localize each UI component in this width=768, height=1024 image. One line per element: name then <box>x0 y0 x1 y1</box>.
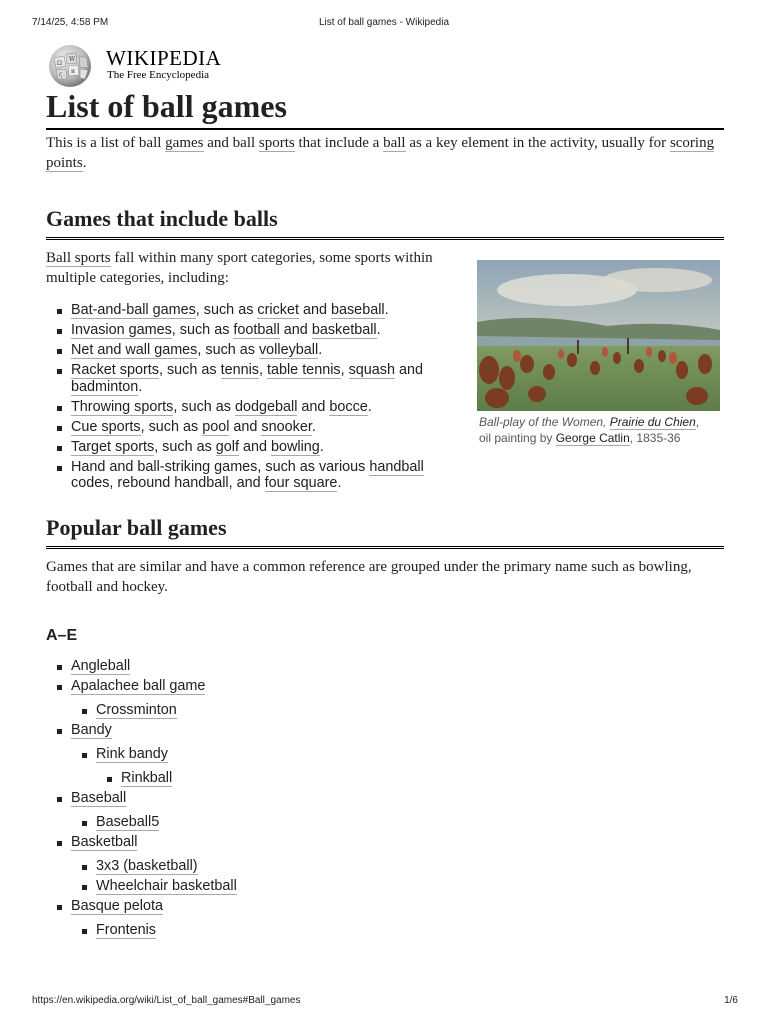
link-four-square[interactable]: four square <box>264 475 338 491</box>
list-item <box>71 459 456 492</box>
list-item <box>46 858 724 875</box>
list-item <box>46 834 724 851</box>
wikipedia-logo[interactable] <box>46 44 246 88</box>
link-ball-sports[interactable]: Ball sports <box>46 250 111 266</box>
link-baseball[interactable]: baseball <box>330 302 385 318</box>
caption-title-link: Prairie du Chien <box>609 415 696 429</box>
list-item-text: codes, rebound handball, and <box>71 475 265 491</box>
list-item-text: and <box>238 438 271 455</box>
list-item-text: , such as <box>197 342 259 358</box>
link-football[interactable]: football <box>233 322 280 338</box>
wikipedia-tagline: The Free Encyclopedia <box>107 69 210 81</box>
list-item-text: , such as <box>158 362 221 378</box>
list-item <box>71 399 456 416</box>
print-page-number: 1/6 <box>724 995 738 1006</box>
caption-text: oil painting by <box>479 431 556 445</box>
link-basketball[interactable]: Basketball <box>71 834 138 850</box>
link-wheelchair-basketball[interactable]: Wheelchair basketball <box>96 878 237 894</box>
intro-text: as a key element in the activity, usually for <box>405 135 670 151</box>
list-item-text: , such as <box>140 418 203 435</box>
link-games[interactable]: games <box>165 135 204 151</box>
list-item-text: . <box>337 475 342 491</box>
link-racket-sports[interactable]: Racket sports <box>71 362 159 378</box>
list-item-text: . <box>318 342 323 358</box>
link-bocce[interactable]: bocce <box>329 398 368 415</box>
link-badminton[interactable]: badminton <box>71 378 139 395</box>
list-item <box>46 790 724 807</box>
list-item-text: , such as <box>173 398 235 415</box>
ball-sports-paragraph <box>46 248 456 288</box>
wikipedia-wordmark: WIKIPEDIA <box>106 46 222 70</box>
list-item <box>71 302 456 319</box>
svg-text:и: и <box>71 68 75 75</box>
link-scoring-points[interactable]: scoring points <box>46 135 715 171</box>
list-item <box>46 898 724 915</box>
wikipedia-globe-icon <box>46 44 96 88</box>
link-3x3-basketball-[interactable]: 3x3 (basketball) <box>96 858 198 874</box>
ball-games-ul <box>46 658 724 939</box>
link-cue-sports[interactable]: Cue sports <box>71 418 141 435</box>
caption-text: , <box>695 415 700 429</box>
link-tennis[interactable]: tennis <box>220 362 259 378</box>
list-item-text: . <box>319 438 324 455</box>
print-page-title: List of ball games - Wikipedia <box>318 17 450 28</box>
link-net-and-wall-games[interactable]: Net and wall games <box>71 342 198 358</box>
link-crossminton[interactable]: Crossminton <box>96 702 177 718</box>
link-rinkball[interactable]: Rinkball <box>121 770 173 786</box>
link-angleball[interactable]: Angleball <box>71 658 131 674</box>
caption-title: Ball-play of the Women, <box>479 415 610 429</box>
print-url: https://en.wikipedia.org/wiki/List_of_ball_games#Ball_games <box>32 995 301 1006</box>
list-item <box>71 439 456 456</box>
list-item-text: and <box>395 362 424 378</box>
games-section-body <box>46 248 456 495</box>
list-item-text: . <box>384 302 389 318</box>
list-item <box>46 702 724 719</box>
intro-text: that include a <box>294 135 384 151</box>
list-item <box>46 878 724 895</box>
link-target-sports[interactable]: Target sports <box>71 438 155 455</box>
paragraph-text: fall within many sport categories, some sports within multiple categories, including: <box>46 250 433 286</box>
list-item <box>46 722 724 739</box>
list-item-text: , such as <box>154 438 216 455</box>
svg-text:W: W <box>69 56 76 63</box>
popular-paragraph: Games that are similar and have a common reference are grouped under the primary name such as bowling, football and hockey. <box>46 559 692 595</box>
link-ball[interactable]: ball <box>383 135 406 151</box>
list-item <box>46 770 724 787</box>
link-baseball[interactable]: Baseball <box>71 790 127 806</box>
link-snooker[interactable]: snooker <box>261 418 312 435</box>
link-prairie-du-chien[interactable] <box>610 415 696 430</box>
list-item-text: and <box>297 398 330 415</box>
svg-text:ς: ς <box>59 71 63 78</box>
list-item <box>71 322 456 339</box>
link-volleyball[interactable]: volleyball <box>258 342 319 358</box>
link-baseball5[interactable]: Baseball5 <box>96 814 160 830</box>
list-item-text: . <box>138 378 143 395</box>
list-item-text: , such as <box>195 302 258 318</box>
list-item <box>46 922 724 939</box>
link-bat-and-ball-games[interactable]: Bat-and-ball games <box>71 302 196 318</box>
list-item-text: . <box>367 398 372 415</box>
link-bandy[interactable]: Bandy <box>71 722 112 738</box>
list-item-text: and <box>229 418 262 435</box>
ball-play-painting-image[interactable] <box>477 260 720 411</box>
list-item-text: , such as <box>171 322 234 338</box>
link-bowling[interactable]: bowling <box>271 438 320 455</box>
list-item-text: . <box>311 418 316 435</box>
print-header <box>0 17 768 31</box>
list-item-text: Hand and ball-striking games, such as various <box>71 458 370 475</box>
link-squash[interactable]: squash <box>348 362 395 378</box>
figure-caption <box>477 414 720 446</box>
caption-text: , 1835-36 <box>629 431 681 445</box>
intro-text: . <box>82 155 87 171</box>
link-frontenis[interactable]: Frontenis <box>96 922 156 938</box>
link-table-tennis[interactable]: table tennis <box>266 362 341 378</box>
link-throwing-sports[interactable]: Throwing sports <box>71 398 174 415</box>
intro-text: This is a list of ball <box>46 135 166 151</box>
intro-paragraph <box>46 133 724 173</box>
svg-text:Ω: Ω <box>57 60 62 67</box>
subheading-a-e: A–E <box>46 627 78 644</box>
list-item <box>46 678 724 695</box>
list-item <box>71 342 456 359</box>
print-date: 7/14/25, 4:58 PM <box>32 17 109 28</box>
list-item-text: . <box>376 322 381 338</box>
link-george-catlin[interactable]: George Catlin <box>555 431 630 445</box>
link-cricket[interactable]: cricket <box>257 302 299 318</box>
print-footer <box>0 995 768 1009</box>
page-title: List of ball games <box>46 86 724 130</box>
link-basque-pelota[interactable]: Basque pelota <box>71 898 164 914</box>
list-item-text: , <box>340 362 349 378</box>
link-golf[interactable]: golf <box>215 438 239 455</box>
link-basketball[interactable]: basketball <box>311 322 377 338</box>
list-item-text: and <box>298 302 331 318</box>
sport-categories-list <box>46 302 456 492</box>
list-item-text: , <box>258 362 267 378</box>
ball-games-list <box>46 658 724 942</box>
list-item-text: and <box>279 322 312 338</box>
link-sports[interactable]: sports <box>258 135 295 151</box>
intro-text: and ball <box>203 135 259 151</box>
list-item <box>46 814 724 831</box>
link-apalachee-ball-game[interactable]: Apalachee ball game <box>71 678 206 694</box>
list-item <box>46 746 724 763</box>
list-item <box>71 362 456 395</box>
link-invasion-games[interactable]: Invasion games <box>71 322 172 338</box>
section-heading-popular: Popular ball games <box>46 514 724 549</box>
link-handball[interactable]: handball <box>369 458 424 475</box>
list-item <box>71 419 456 436</box>
painting-figure <box>477 260 720 446</box>
link-rink-bandy[interactable]: Rink bandy <box>96 746 168 762</box>
link-pool[interactable]: pool <box>202 418 230 435</box>
list-item <box>46 658 724 675</box>
section-heading-games: Games that include balls <box>46 205 724 240</box>
link-dodgeball[interactable]: dodgeball <box>234 398 298 415</box>
